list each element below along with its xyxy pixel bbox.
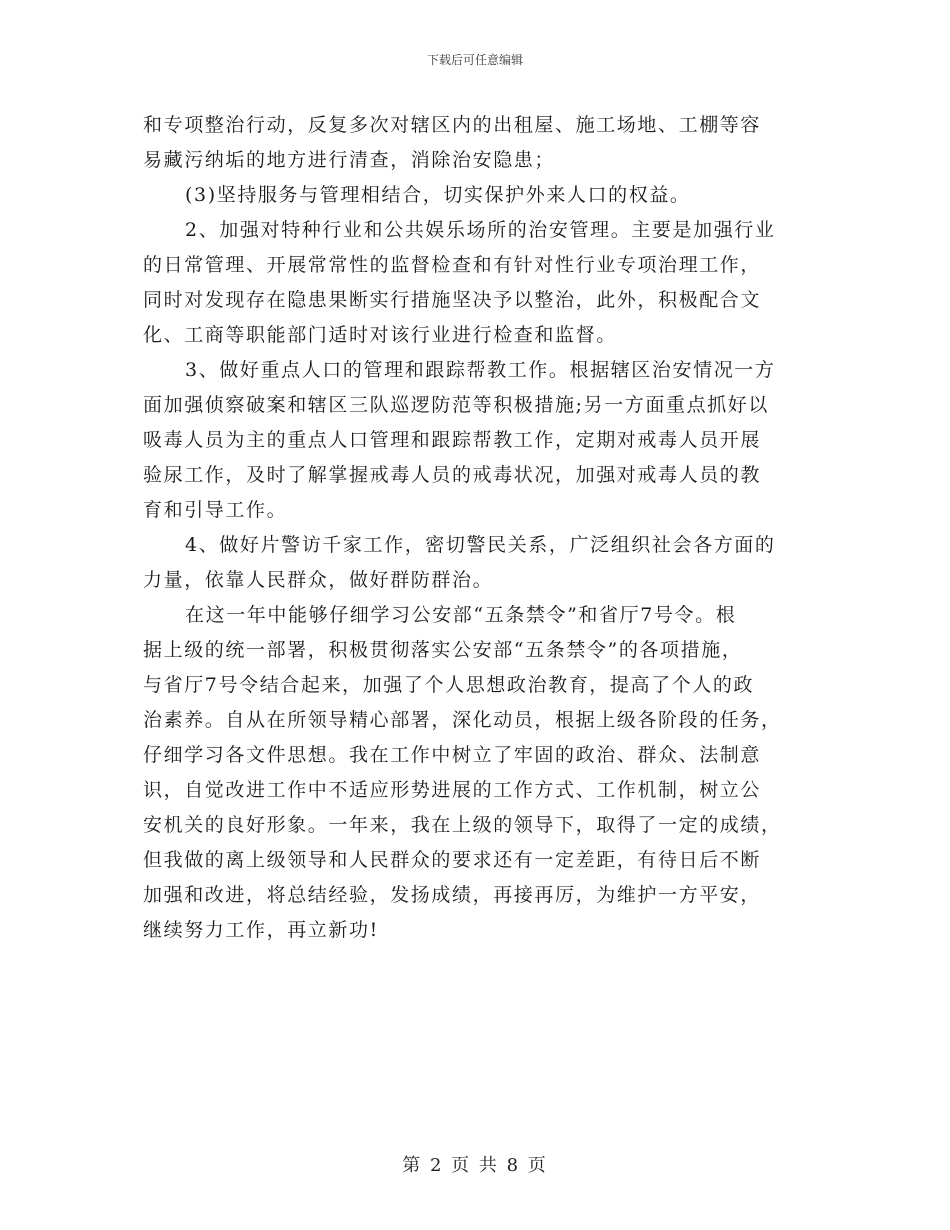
- text-line: 的日常管理、开展常常性的监督检查和有针对性行业专项治理工作，: [143, 254, 762, 276]
- text-line: 据上级的统一部署，积极贯彻落实公安部“五条禁令”的各项措施，: [143, 639, 743, 661]
- text-line: 易藏污纳垢的地方进行清查，消除治安隐患；: [143, 149, 556, 171]
- text-line: 化、工商等职能部门适时对该行业进行检查和监督。: [143, 324, 617, 346]
- text-line: 在这一年中能够仔细学习公安部“五条禁令”和省厅7号令。根: [185, 604, 737, 626]
- text-line: 3、做好重点人口的管理和跟踪帮教工作。根据辖区治安情况一方: [185, 359, 776, 381]
- text-line: 育和引导工作。: [143, 499, 288, 521]
- text-line: 面加强侦察破案和辖区三队巡逻防范等积极措施;另一方面重点抓好以: [143, 394, 770, 416]
- page-number-footer: 第 2 页 共 8 页: [402, 1155, 548, 1176]
- text-line: 吸毒人员为主的重点人口管理和跟踪帮教工作，定期对戒毒人员开展: [143, 429, 762, 451]
- text-line: 2、加强对特种行业和公共娱乐场所的治安管理。主要是加强行业: [185, 219, 776, 241]
- text-line: 识，自觉改进工作中不适应形势进展的工作方式、工作机制，树立公: [143, 779, 762, 801]
- text-line: (3)坚持服务与管理相结合，切实保护外来人口的权益。: [185, 184, 691, 206]
- text-line: 加强和改进，将总结经验，发扬成绩，再接再厉，为维护一方平安，: [143, 884, 762, 906]
- page-header-note: 下载后可任意编辑: [426, 53, 523, 67]
- text-line: 治素养。自从在所领导精心部署，深化动员，根据上级各阶段的任务，: [143, 709, 782, 731]
- text-line: 同时对发现存在隐患果断实行措施坚决予以整治，此外，积极配合文: [143, 289, 762, 311]
- text-line: 安机关的良好形象。一年来，我在上级的领导下，取得了一定的成绩，: [143, 814, 782, 836]
- document-body: [143, 108, 813, 948]
- text-line: 继续努力工作，再立新功!: [143, 919, 379, 941]
- text-line: 与省厅7号令结合起来，加强了个人思想政治教育，提高了个人的政: [143, 674, 755, 696]
- text-line: 但我做的离上级领导和人民群众的要求还有一定差距，有待日后不断: [143, 849, 762, 871]
- text-line: 验尿工作，及时了解掌握戒毒人员的戒毒状况，加强对戒毒人员的教: [143, 464, 762, 486]
- text-line: 和专项整治行动，反复多次对辖区内的出租屋、施工场地、工棚等容: [143, 114, 762, 136]
- text-line: 仔细学习各文件思想。我在工作中树立了牢固的政治、群众、法制意: [143, 744, 762, 766]
- text-line: 力量，依靠人民群众，做好群防群治。: [143, 569, 494, 591]
- text-line: 4、做好片警访千家工作，密切警民关系，广泛组织社会各方面的: [185, 534, 776, 556]
